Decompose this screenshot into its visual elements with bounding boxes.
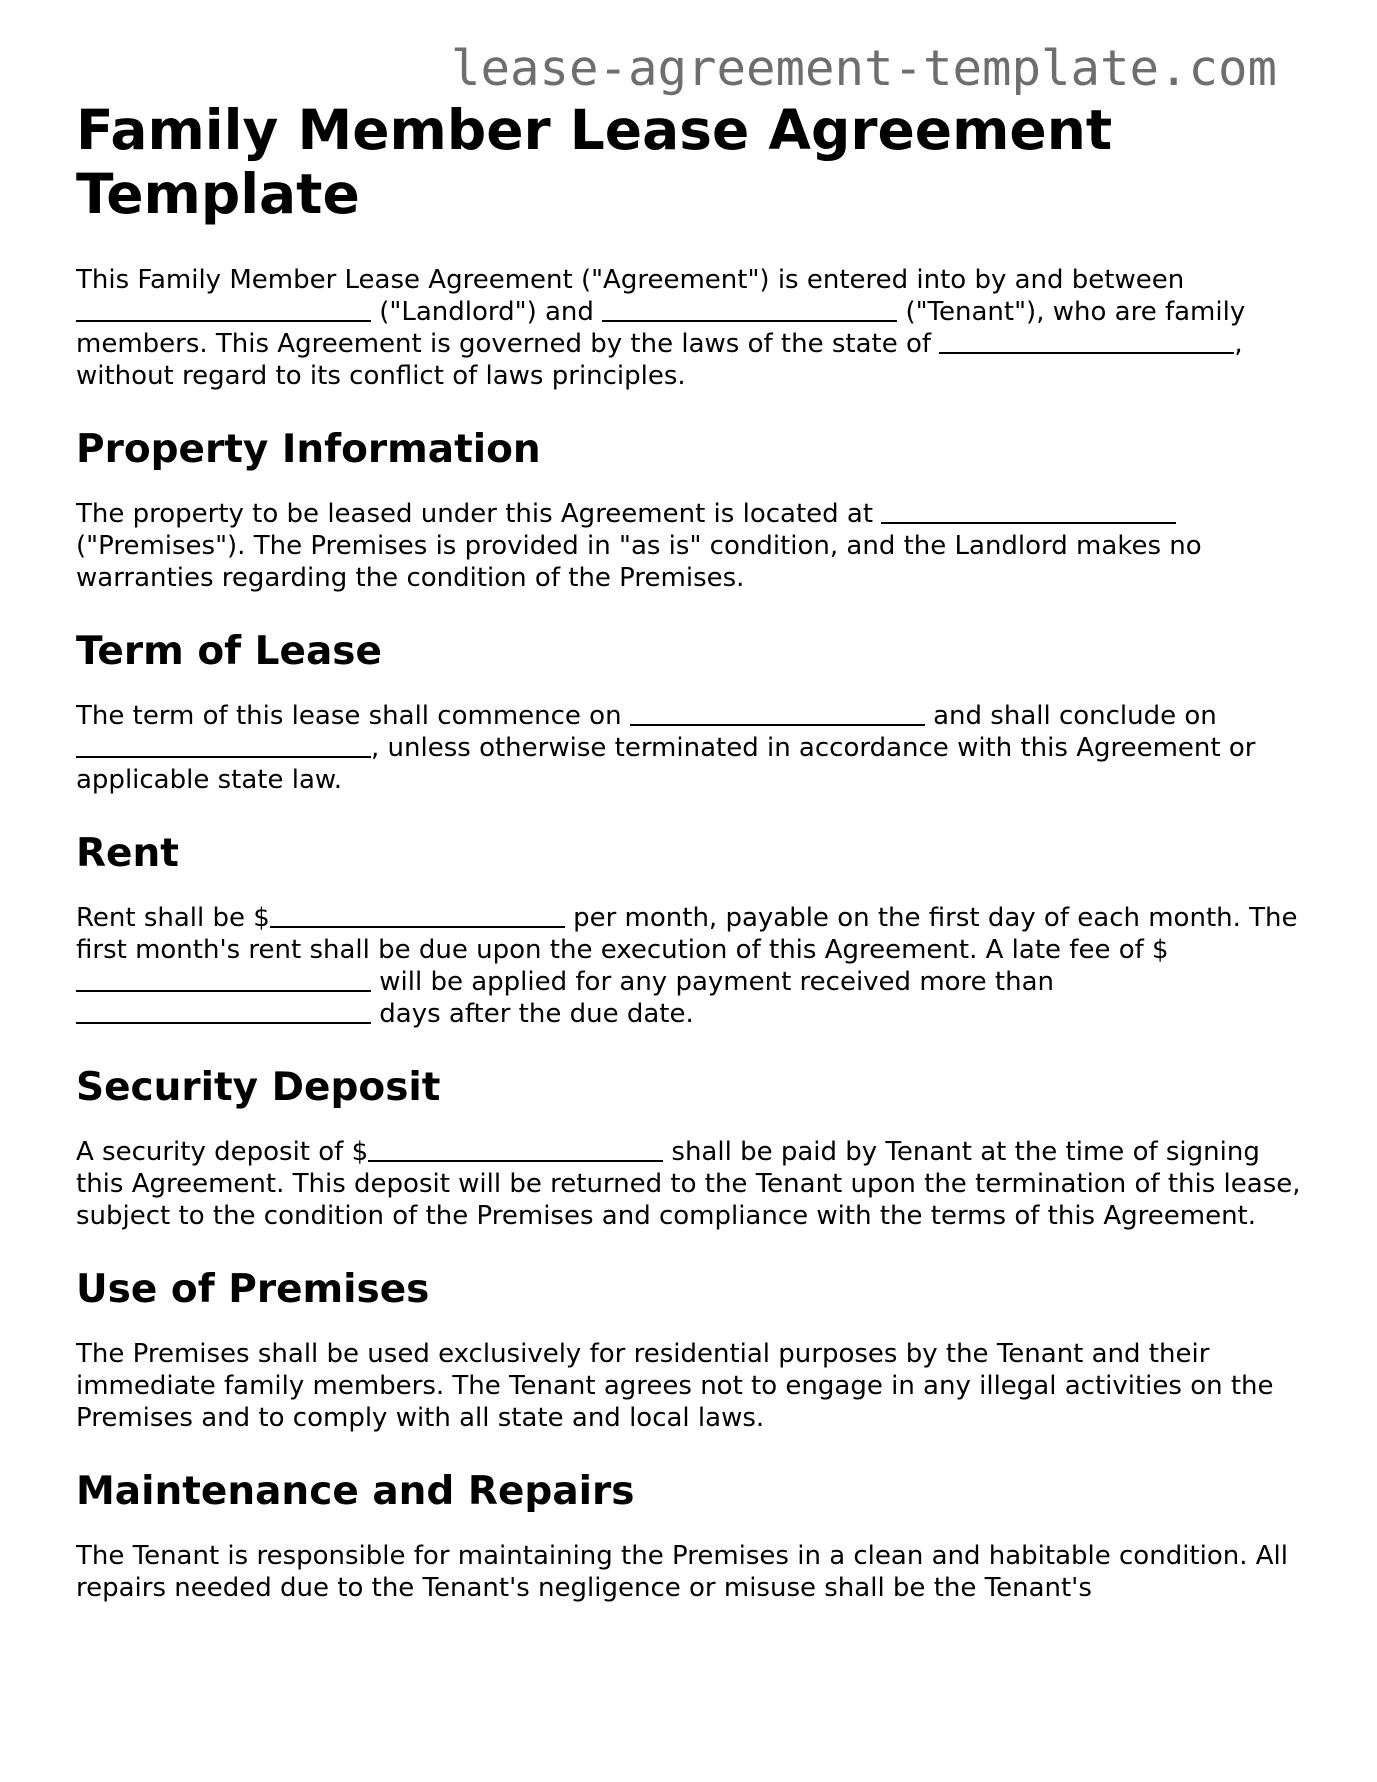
intro-text-4: , without regard to its conflict of laws principles. (76, 329, 1243, 391)
term-text-2: and shall conclude on (924, 701, 1217, 731)
deposit-amount-blank (368, 1160, 663, 1162)
property-text-1: The property to be leased under this Agreement is located at (76, 499, 882, 529)
rent-heading: Rent (76, 831, 179, 876)
property-paragraph (76, 498, 1301, 594)
property-address-blank (881, 522, 1176, 524)
landlord-name-blank (76, 320, 371, 322)
state-blank (939, 352, 1234, 354)
rent-text-3: will be applied for any payment received more than (371, 967, 1055, 997)
deposit-paragraph (76, 1136, 1301, 1232)
grace-days-blank (76, 1022, 371, 1024)
intro-text-1: This Family Member Lease Agreement ("Agreement") is entered into by and between (76, 265, 1185, 295)
end-date-blank (76, 756, 371, 758)
intro-paragraph (76, 264, 1301, 392)
rent-text-2: per month, payable on the first day of each month. The first month's rent shall be due upon the execution of this Agreement. A late fee of $ (76, 903, 1298, 965)
deposit-text-2: shall be paid by Tenant at the time of signing this Agreement. This deposit will be returned to the Tenant upon the termination of this lease, subject to the condition of the Premises and compliance with the terms of this Agreement. (76, 1137, 1301, 1231)
term-heading: Term of Lease (76, 629, 382, 674)
start-date-blank (630, 724, 925, 726)
term-text-1: The term of this lease shall commence on (76, 701, 630, 731)
rent-text-1: Rent shall be $ (76, 903, 270, 933)
property-text-2: ("Premises"). The Premises is provided in "as is" condition, and the Landlord makes no warranties regarding the condition of the Premises. (76, 531, 1202, 593)
term-paragraph (76, 700, 1301, 796)
rent-amount-blank (270, 926, 565, 928)
intro-text-3: ("Tenant"), who are family members. This Agreement is governed by the laws of the state of (76, 297, 1246, 359)
tenant-name-blank (602, 320, 897, 322)
watermark: lease-agreement-template.com (450, 40, 1277, 97)
term-text-3: , unless otherwise terminated in accordance with this Agreement or applicable state law. (76, 733, 1256, 795)
late-fee-blank (76, 990, 371, 992)
maintenance-paragraph: The Tenant is responsible for maintaining the Premises in a clean and habitable condition. All repairs needed due to the Tenant's negligence or misuse shall be the Tenant's (76, 1541, 1288, 1603)
rent-text-4: days after the due date. (371, 999, 694, 1029)
intro-text-2: ("Landlord") and (371, 297, 603, 327)
document-title: Family Member Lease Agreement Template (76, 98, 1113, 226)
deposit-heading: Security Deposit (76, 1065, 441, 1110)
use-paragraph: The Premises shall be used exclusively for residential purposes by the Tenant and their immediate family members. The Tenant agrees not to engage in any illegal activities on the Premises and to comply with all state and local laws. (76, 1339, 1274, 1433)
deposit-text-1: A security deposit of $ (76, 1137, 369, 1167)
maintenance-heading: Maintenance and Repairs (76, 1469, 635, 1514)
document-content (76, 98, 1301, 1604)
rent-paragraph (76, 902, 1301, 1030)
use-heading: Use of Premises (76, 1267, 430, 1312)
property-heading: Property Information (76, 427, 541, 472)
